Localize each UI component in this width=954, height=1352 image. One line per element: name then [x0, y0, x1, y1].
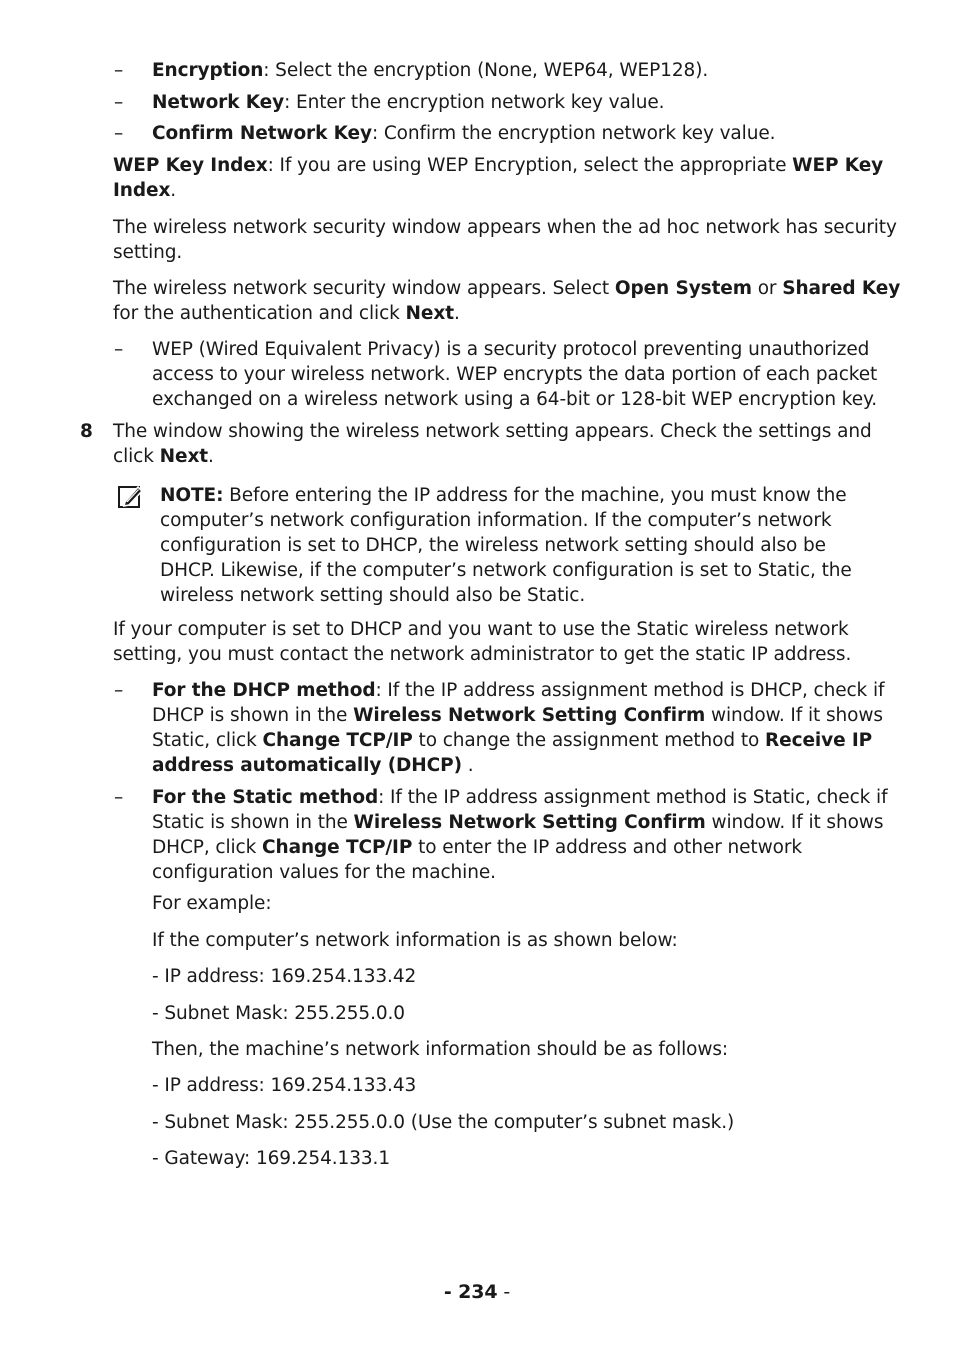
static-text: : If the IP address assignment method is Static, check if	[378, 787, 888, 808]
bullet-network-key	[152, 90, 664, 115]
bullet-text: : Enter the encryption network key value.	[284, 92, 665, 113]
note-line5: wireless network setting should also be Static.	[160, 585, 586, 606]
click-text: click	[113, 446, 160, 467]
term-wireless-network-setting-confirm: Wireless Network Setting Confirm	[353, 705, 706, 726]
page-number	[0, 1280, 954, 1305]
bullet-text: : Select the encryption (None, WEP64, WEP128).	[263, 60, 709, 81]
dhcp-text: DHCP is shown in the	[152, 705, 354, 726]
example-intro: For example:	[152, 893, 272, 914]
bullet-dash: –	[114, 60, 124, 81]
bullet-dash: –	[114, 680, 124, 701]
dhcp-method-line1	[152, 678, 884, 703]
para-select-line1	[113, 276, 900, 301]
step8-line2	[113, 444, 214, 469]
static-method-line4: configuration values for the machine.	[152, 862, 496, 883]
period: .	[453, 303, 460, 324]
auth-text: for the authentication and click	[113, 303, 406, 324]
term-network-key: Network Key	[152, 92, 285, 113]
period: .	[461, 755, 474, 776]
wep-key-index-line2	[113, 178, 176, 203]
wep-index-text: : If you are using WEP Encryption, select the appropriate	[267, 155, 793, 176]
term-change-tcpip: Change TCP/IP	[262, 730, 413, 751]
period: .	[208, 446, 214, 467]
term-index: Index	[113, 180, 171, 201]
bullet-dash: –	[114, 123, 124, 144]
term-open-system: Open System	[614, 278, 752, 299]
note-line1	[160, 483, 847, 508]
note-line4: DHCP. Likewise, if the computer’s network configuration is set to Static, the	[160, 560, 852, 581]
term-confirm-network-key: Confirm Network Key	[152, 123, 372, 144]
period: .	[170, 180, 177, 201]
dhcp-method-line2	[152, 703, 883, 728]
bullet-dash: –	[114, 339, 124, 360]
dhcp-method-line4	[152, 753, 474, 778]
or-text: or	[751, 278, 783, 299]
page-number-value: - 234	[443, 1281, 498, 1303]
computer-subnet-mask: - Subnet Mask: 255.255.0.0	[152, 1003, 405, 1024]
note-label: NOTE:	[160, 485, 224, 506]
bullet-text: : Confirm the encryption network key value.	[371, 123, 776, 144]
dhcp-text: to change the assignment method to	[412, 730, 765, 751]
term-next: Next	[405, 303, 454, 324]
step8-line1: The window showing the wireless network setting appears. Check the settings and	[113, 421, 872, 442]
para-select-line2	[113, 301, 460, 326]
note-text: Before entering the IP address for the machine, you must know the	[223, 485, 847, 506]
static-text: Static is shown in the	[152, 812, 354, 833]
page-number-trail: -	[497, 1281, 511, 1303]
para-security-line2: setting.	[113, 242, 183, 263]
note-line2: computer’s network configuration information. If the computer’s network	[160, 510, 832, 531]
term-wep-key-index: WEP Key Index	[113, 155, 268, 176]
static-method-line1	[152, 785, 888, 810]
wep-bullet-line1: WEP (Wired Equivalent Privacy) is a security protocol preventing unauthorized	[152, 339, 870, 360]
machine-info-intro: Then, the machine’s network information should be as follows:	[152, 1039, 729, 1060]
static-method-line2	[152, 810, 883, 835]
para-security-line1: The wireless network security window appears when the ad hoc network has security	[113, 217, 897, 238]
bullet-dash: –	[114, 787, 124, 808]
machine-gateway: - Gateway: 169.254.133.1	[152, 1148, 390, 1169]
machine-ip: - IP address: 169.254.133.43	[152, 1075, 417, 1096]
dhcp-text: window. If it shows	[705, 705, 883, 726]
term-wep-key: WEP Key	[792, 155, 884, 176]
term-address-automatically: address automatically (DHCP)	[152, 755, 462, 776]
term-receive-ip: Receive IP	[764, 730, 873, 751]
dhcp-text: Static, click	[152, 730, 263, 751]
wep-bullet-line3: exchanged on a wireless network using a 64-bit or 128-bit WEP encryption key.	[152, 389, 878, 410]
dhcp-method-line3	[152, 728, 872, 753]
term-change-tcpip: Change TCP/IP	[262, 837, 413, 858]
static-text: window. If it shows	[705, 812, 884, 833]
term-dhcp-method: For the DHCP method	[152, 680, 376, 701]
term-shared-key: Shared Key	[782, 278, 901, 299]
step-number: 8	[80, 421, 93, 442]
bullet-dash: –	[114, 92, 124, 113]
static-text: DHCP, click	[152, 837, 263, 858]
para-static-line2: setting, you must contact the network administrator to get the static IP address.	[113, 644, 852, 665]
pencil-note-icon	[116, 483, 144, 511]
term-static-method: For the Static method	[152, 787, 379, 808]
static-text: to enter the IP address and other network	[412, 837, 802, 858]
term-wireless-network-setting-confirm: Wireless Network Setting Confirm	[353, 812, 706, 833]
term-encryption: Encryption	[152, 60, 264, 81]
computer-info-intro: If the computer’s network information is as shown below:	[152, 930, 678, 951]
note-line3: configuration is set to DHCP, the wireless network setting should also be	[160, 535, 826, 556]
para-static-line1: If your computer is set to DHCP and you want to use the Static wireless network	[113, 619, 849, 640]
dhcp-text: : If the IP address assignment method is DHCP, check if	[375, 680, 885, 701]
bullet-confirm-network-key	[152, 121, 775, 146]
select-text: The wireless network security window appears. Select	[113, 278, 615, 299]
machine-subnet-mask: - Subnet Mask: 255.255.0.0 (Use the computer’s subnet mask.)	[152, 1112, 735, 1133]
bullet-encryption	[152, 58, 708, 83]
wep-bullet-line2: access to your wireless network. WEP encrypts the data portion of each packet	[152, 364, 878, 385]
term-next: Next	[159, 446, 209, 467]
computer-ip: - IP address: 169.254.133.42	[152, 966, 417, 987]
static-method-line3	[152, 835, 802, 860]
wep-key-index-line1	[113, 153, 883, 178]
